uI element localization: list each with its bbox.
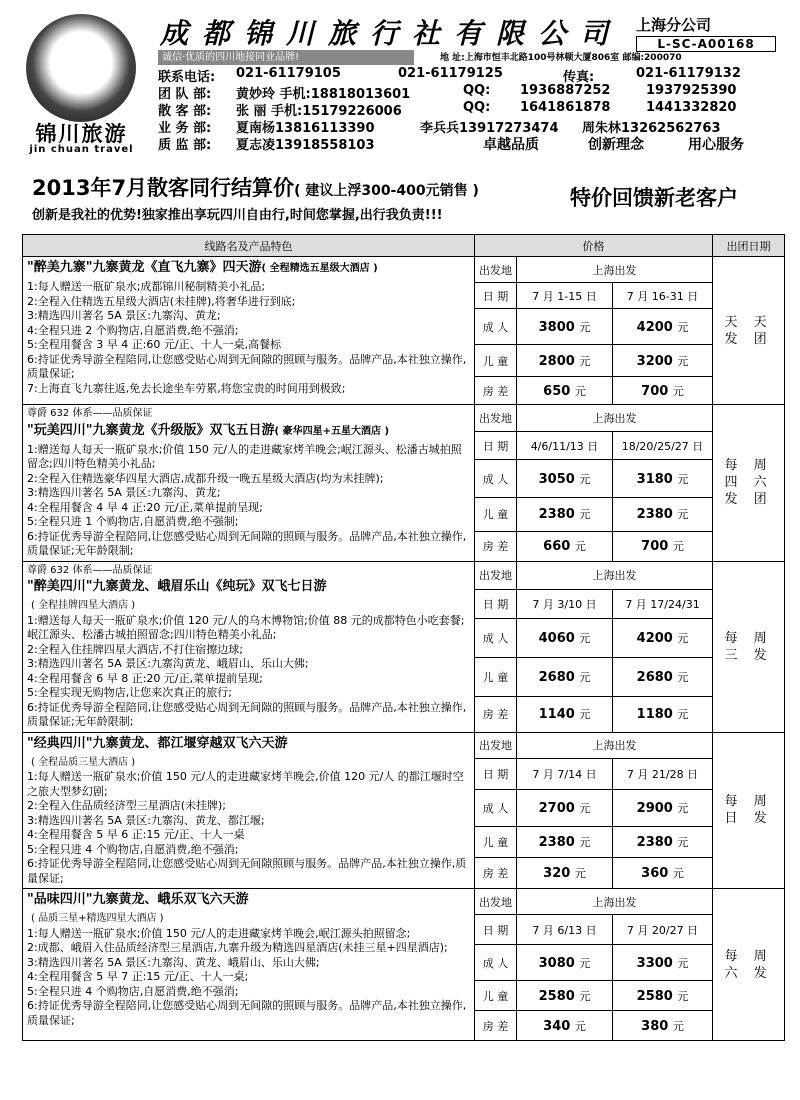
price-unit: 元	[579, 836, 591, 850]
header-price: 价格	[475, 235, 713, 257]
feature-line: 2:全程入住品质经济型三星酒店(未挂牌);	[27, 799, 226, 812]
label-room: 房 差	[475, 1011, 517, 1041]
date-2: 18/20/25/27 日	[613, 432, 713, 459]
tour-name	[27, 891, 470, 910]
contact-person: 夏南杨13816113390	[236, 121, 375, 136]
contact-label: 散 客 部:	[158, 104, 212, 119]
child-price-2	[613, 981, 713, 1011]
price-unit: 元	[672, 540, 684, 554]
tour-info	[23, 257, 475, 405]
adult-price-1	[517, 945, 613, 981]
child-price-1	[517, 657, 613, 696]
date-1: 7 月 1-15 日	[517, 283, 613, 309]
date-2: 7 月 21/28 日	[613, 759, 713, 790]
price-unit: 元	[677, 472, 689, 486]
feature-line: 2:全程入住精选五星级大酒店(未挂牌),将奢华进行到底;	[27, 294, 296, 308]
room-price-2	[613, 1011, 713, 1041]
logo	[14, 14, 144, 154]
tour-name-text: "玩美四川"九寨黄龙《升级版》双飞五日游	[27, 422, 275, 438]
price-unit: 元	[677, 508, 689, 522]
title-note: ( 建议上浮300-400元销售 )	[294, 183, 479, 199]
price-value: 2380	[538, 507, 575, 523]
contact-row	[158, 134, 783, 151]
price-unit: 元	[579, 631, 591, 645]
child-price-2	[613, 345, 713, 377]
tour-hotel: ( 全程挂牌四星大酒店 )	[31, 600, 136, 611]
tour-row	[23, 732, 785, 759]
contact-person: 张 丽 手机:15179226006	[236, 104, 402, 119]
price-unit: 元	[579, 989, 591, 1003]
price-value: 700	[641, 539, 669, 555]
feature-line: 5:全程只进 1 个购物店,自愿消费,绝不强制;	[27, 515, 239, 528]
price-value: 700	[641, 383, 669, 399]
label-date: 日 期	[475, 432, 517, 459]
child-price-1	[517, 498, 613, 532]
schedule-line: 日 发	[724, 811, 773, 827]
price-unit: 元	[574, 384, 586, 398]
room-price-1	[517, 1011, 613, 1041]
price-value: 3800	[538, 319, 575, 335]
tour-features	[27, 280, 470, 396]
feature-line: 7:上海直飞九寨往返,免去长途坐车劳累,将您宝贵的时间用到极致;	[27, 381, 346, 395]
price-value: 650	[543, 383, 571, 399]
date-2: 7 月 16-31 日	[613, 283, 713, 309]
tour-schedule	[713, 889, 785, 1041]
schedule-line: 每 周	[724, 948, 773, 964]
price-unit: 元	[677, 836, 689, 850]
price-unit: 元	[677, 354, 689, 368]
price-value: 2580	[538, 988, 575, 1004]
date-1: 7 月 6/13 日	[517, 915, 613, 945]
header-schedule: 出团日期	[713, 235, 785, 257]
slogan-bar: 诚信·优质的四川地接同业品牌!	[158, 50, 414, 65]
label-date: 日 期	[475, 283, 517, 309]
contact-label: 联系电话:	[158, 70, 216, 85]
label-depart: 出发地	[475, 257, 517, 283]
adult-price-2	[613, 459, 713, 497]
tour-info	[23, 405, 475, 562]
contact-phone: 021-61179105	[236, 66, 341, 81]
contact-qq: 1936887252	[520, 83, 611, 98]
contact-person: 周朱林13262562763	[582, 121, 721, 136]
tour-schedule	[713, 257, 785, 405]
feature-line: 4:全程用餐含 4 早 4 正:20 元/正,菜单提前呈现;	[27, 500, 263, 514]
price-unit: 元	[672, 867, 684, 881]
price-unit: 元	[579, 708, 591, 722]
child-price-1	[517, 827, 613, 858]
price-unit: 元	[677, 320, 689, 334]
label-date: 日 期	[475, 590, 517, 619]
label-child: 儿 童	[475, 827, 517, 858]
page-title	[32, 172, 479, 202]
company-name: 成都锦川旅行社有限公司	[160, 17, 623, 50]
contact-person: 李兵兵13917273474	[420, 121, 559, 136]
adult-price-1	[517, 309, 613, 345]
date-2: 7 月 17/24/31	[613, 590, 713, 619]
contact-person: 夏志凌13918558103	[236, 138, 375, 153]
contact-qq: 1641861878	[520, 100, 611, 115]
price-unit: 元	[672, 1019, 684, 1033]
child-price-2	[613, 657, 713, 696]
price-value: 3300	[636, 955, 673, 971]
tour-hotel: ( 全程品质三星大酒店 )	[31, 756, 136, 768]
feature-line: 3:精选四川著名 5A 景区:九寨沟、黄龙;	[27, 309, 221, 322]
price-unit: 元	[579, 320, 591, 334]
feature-line: 4:全程用餐含 5 早 7 正:15 元/正、十人一桌;	[27, 970, 249, 983]
date-1: 7 月 7/14 日	[517, 759, 613, 790]
price-unit: 元	[579, 956, 591, 970]
price-value: 2380	[636, 835, 673, 851]
license-number: L-SC-A00168	[636, 36, 776, 52]
subtitle: 创新是我社的优势!独家推出享玩四川自由行,时间您掌握,出行我负责!!!	[32, 208, 443, 223]
child-price-2	[613, 827, 713, 858]
tour-features	[27, 443, 470, 559]
tour-note: ( 全程精选五星级大酒店 )	[261, 263, 378, 274]
tour-name	[27, 422, 470, 441]
price-unit: 元	[677, 631, 689, 645]
tour-name	[27, 578, 470, 597]
label-room: 房 差	[475, 377, 517, 405]
table-header-row	[23, 235, 785, 257]
logo-text: 锦川旅游	[35, 121, 128, 146]
feature-line: 6:持证优秀导游全程陪同,让您感受贴心周到无间隙的照顾与服务。品牌产品,本社独立操作,质量保证;	[27, 352, 467, 380]
price-value: 3080	[538, 955, 575, 971]
contact-label: 传真:	[563, 70, 595, 85]
schedule-line: 天 天	[724, 314, 773, 330]
feature-line: 6:持证优秀导游全程陪同,让您感受贴心周到无间隙的照顾与服务。品牌产品,本社独立操作,质量保证;无年龄限制;	[27, 529, 467, 557]
schedule-line: 发 团	[724, 492, 773, 508]
header-route: 线路名及产品特色	[23, 235, 475, 257]
room-price-1	[517, 858, 613, 889]
feature-line: 2:成都、峨眉入住品质经济型三星酒店,九寨升级为精选四星酒店(未挂三星+四星酒店);	[27, 941, 448, 954]
label-child: 儿 童	[475, 657, 517, 696]
tour-features	[27, 927, 470, 1029]
depart-city: 上海出发	[517, 889, 713, 915]
tour-schedule	[713, 732, 785, 889]
adult-price-2	[613, 790, 713, 827]
child-price-2	[613, 498, 713, 532]
label-depart: 出发地	[475, 405, 517, 432]
tour-row	[23, 257, 785, 283]
label-room: 房 差	[475, 531, 517, 561]
price-value: 2580	[636, 988, 673, 1004]
promo-text: 特价回馈新老客户	[570, 186, 738, 210]
depart-city: 上海出发	[517, 561, 713, 590]
price-unit: 元	[579, 671, 591, 685]
tour-info	[23, 889, 475, 1041]
tour-name-text: "醉美四川"九寨黄龙、峨眉乐山《纯玩》双飞七日游	[27, 579, 327, 594]
tour-hotel: ( 品质三星+精选四星大酒店 )	[31, 913, 164, 924]
contact-label: 业 务 部:	[158, 121, 212, 136]
tour-schedule	[713, 405, 785, 562]
price-value: 360	[641, 866, 669, 882]
tour-schedule	[713, 561, 785, 732]
label-date: 日 期	[475, 915, 517, 945]
feature-line: 4:全程用餐含 5 早 6 正:15 元/正、十人一桌	[27, 828, 245, 841]
feature-line: 1:每人赠送一瓶矿泉水;价值 150 元/人的走进藏家烤羊晚会,岷江源头拍照留念;	[27, 926, 411, 940]
depart-city: 上海出发	[517, 257, 713, 283]
label-adult: 成 人	[475, 790, 517, 827]
panda-logo-icon	[26, 14, 136, 122]
feature-line: 1:每人赠送一瓶矿泉水;价值 150 元/人的走进藏家烤羊晚会,价值 120 元/人 的都江堰时空之旅大型梦幻剧;	[27, 770, 464, 798]
price-value: 2380	[636, 507, 673, 523]
price-value: 2680	[538, 670, 575, 686]
title-main: 2013年7月散客同行结算价	[32, 176, 295, 200]
contact-label: 团 队 部:	[158, 87, 212, 102]
depart-city: 上海出发	[517, 405, 713, 432]
feature-line: 6:持证优秀导游全程陪同,让您感受贴心周到无间隙照顾与服务。品牌产品,本社独立操作,质量保证;	[27, 857, 467, 885]
schedule-line: 每 周	[724, 630, 773, 646]
child-price-1	[517, 981, 613, 1011]
contact-label: QQ:	[463, 100, 491, 115]
label-room: 房 差	[475, 697, 517, 732]
room-price-1	[517, 697, 613, 732]
date-2: 7 月 20/27 日	[613, 915, 713, 945]
price-unit: 元	[579, 802, 591, 816]
price-value: 660	[543, 539, 571, 555]
price-value: 4200	[636, 319, 673, 335]
room-price-1	[517, 377, 613, 405]
tour-name-text: "经典四川"九寨黄龙、都江堰穿越双飞六天游	[27, 735, 288, 751]
contact-row	[158, 100, 783, 117]
tour-name-text: "醉美九寨"九寨黄龙《直飞九寨》四天游	[27, 260, 262, 275]
price-value: 2900	[636, 801, 673, 817]
contact-row	[158, 117, 783, 134]
tour-price-table	[22, 234, 785, 1041]
feature-line: 3:精选四川著名 5A 景区:九寨沟、黄龙、峨眉山、乐山大佛;	[27, 955, 320, 969]
price-value: 2800	[538, 353, 575, 369]
feature-line: 5:全程用餐含 3 早 4 正:60 元/正、十人一桌,高餐标	[27, 338, 282, 351]
label-depart: 出发地	[475, 732, 517, 759]
label-child: 儿 童	[475, 981, 517, 1011]
label-date: 日 期	[475, 759, 517, 790]
room-price-2	[613, 531, 713, 561]
feature-line: 1:每人赠送一瓶矿泉水;成都锦川秘制精美小礼品;	[27, 280, 266, 293]
contact-row	[158, 66, 783, 83]
tour-row	[23, 561, 785, 590]
tour-features	[27, 614, 470, 730]
schedule-line: 四 六	[724, 475, 773, 491]
label-child: 儿 童	[475, 345, 517, 377]
adult-price-1	[517, 459, 613, 497]
price-unit: 元	[574, 540, 586, 554]
contact-qq: 1937925390	[646, 83, 737, 98]
price-unit: 元	[574, 867, 586, 881]
price-value: 2680	[636, 670, 673, 686]
feature-line: 4:全程只进 2 个购物店,自愿消费,绝不强消;	[27, 323, 239, 337]
price-value: 340	[543, 1018, 571, 1034]
contact-row	[158, 83, 783, 100]
feature-line: 1:赠送每人每天一瓶矿泉水;价值 120 元/人的乌木博物馆;价值 88 元的成都特色小吃套餐;岷江源头、松潘古城拍照留念;四川特色精美小礼品;	[27, 613, 465, 641]
child-price-1	[517, 345, 613, 377]
price-value: 3050	[538, 471, 575, 487]
feature-line: 2:全程入住挂牌四星大酒店,不打住宿擦边球;	[27, 642, 243, 656]
label-child: 儿 童	[475, 498, 517, 532]
contact-rows	[158, 66, 783, 151]
label-depart: 出发地	[475, 561, 517, 590]
schedule-line: 六 发	[724, 965, 773, 981]
feature-line: 3:精选四川著名 5A 景区:九寨沟、黄龙、都江堰;	[27, 813, 265, 827]
room-price-1	[517, 531, 613, 561]
feature-line: 5:全程只进 4 个购物店,自愿消费,绝不强消;	[27, 842, 239, 856]
tour-name	[27, 259, 470, 278]
contact-label: QQ:	[463, 83, 491, 98]
tour-pre: 尊爵 632 体系——品质保证	[27, 564, 153, 576]
contact-phone: 021-61179125	[398, 66, 503, 81]
price-unit: 元	[574, 1019, 586, 1033]
motto: 创新理念	[588, 137, 644, 153]
price-unit: 元	[677, 708, 689, 722]
room-price-2	[613, 377, 713, 405]
contact-label: 质 监 部:	[158, 138, 212, 153]
schedule-line: 每 周	[724, 458, 773, 474]
label-depart: 出发地	[475, 889, 517, 915]
adult-price-1	[517, 790, 613, 827]
feature-line: 3:精选四川著名 5A 景区:九寨沟黄龙、峨眉山、乐山大佛;	[27, 657, 309, 670]
price-value: 2380	[538, 835, 575, 851]
logo-subtext: jin chuan travel	[29, 144, 134, 155]
depart-city: 上海出发	[517, 732, 713, 759]
feature-line: 4:全程用餐含 6 早 8 正:20 元/正,菜单提前呈现;	[27, 671, 263, 685]
schedule-line: 三 发	[724, 647, 773, 663]
schedule-line: 发 团	[724, 331, 773, 347]
label-adult: 成 人	[475, 945, 517, 981]
tour-note: ( 豪华四星+五星大酒店 )	[274, 425, 390, 437]
room-price-2	[613, 858, 713, 889]
date-1: 7 月 3/10 日	[517, 590, 613, 619]
tour-name	[27, 735, 470, 754]
feature-line: 3:精选四川著名 5A 景区:九寨沟、黄龙;	[27, 486, 221, 499]
tour-name-text: "品味四川"九寨黄龙、峨乐双飞六天游	[27, 892, 249, 907]
price-value: 320	[543, 866, 571, 882]
branch-name: 上海分公司	[636, 16, 712, 34]
contact-person: 黄妙玲 手机:18818013601	[236, 87, 411, 102]
price-unit: 元	[677, 956, 689, 970]
price-unit: 元	[672, 384, 684, 398]
price-unit: 元	[677, 989, 689, 1003]
price-value: 3200	[636, 353, 673, 369]
adult-price-2	[613, 309, 713, 345]
schedule-line: 每 周	[724, 794, 773, 810]
adult-price-1	[517, 618, 613, 657]
tour-row	[23, 889, 785, 915]
price-value: 1140	[538, 707, 575, 723]
address: 地 址:上海市恒丰北路100号林顿大厦806室 邮编:200070	[440, 53, 682, 63]
price-value: 4060	[538, 630, 575, 646]
price-value: 3180	[636, 471, 673, 487]
header	[0, 0, 800, 158]
label-adult: 成 人	[475, 618, 517, 657]
price-unit: 元	[579, 508, 591, 522]
price-unit: 元	[677, 802, 689, 816]
adult-price-2	[613, 945, 713, 981]
motto: 用心服务	[688, 137, 744, 153]
price-unit: 元	[579, 472, 591, 486]
price-unit: 元	[579, 354, 591, 368]
feature-line: 6:持证优秀导游全程陪同,让您感受贴心周到无间隙的照顾与服务。品牌产品,本社独立操作,质量保证;	[27, 999, 467, 1027]
price-value: 1180	[636, 707, 673, 723]
room-price-2	[613, 697, 713, 732]
date-1: 4/6/11/13 日	[517, 432, 613, 459]
price-value: 4200	[636, 630, 673, 646]
price-unit: 元	[677, 671, 689, 685]
price-value: 2700	[538, 801, 575, 817]
tour-info	[23, 561, 475, 732]
motto: 卓越品质	[483, 137, 539, 153]
price-value: 380	[641, 1018, 669, 1034]
label-adult: 成 人	[475, 459, 517, 497]
feature-line: 1:赠送每人每天一瓶矿泉水;价值 150 元/人的走进藏家烤羊晚会;岷江源头、松潘古城拍照留念;四川特色精美小礼品;	[27, 442, 462, 470]
tour-info	[23, 732, 475, 889]
feature-line: 5:全程实现无购物店,让您来次真正的旅行;	[27, 686, 232, 699]
contact-phone: 021-61179132	[636, 66, 741, 81]
tour-row	[23, 405, 785, 432]
tour-pre: 尊爵 632 体系——品质保证	[27, 408, 153, 419]
label-adult: 成 人	[475, 309, 517, 345]
feature-line: 6:持证优秀导游全程陪同,让您感受贴心周到无间隙的照顾与服务。品牌产品,本社独立操作,质量保证;无年龄限制;	[27, 700, 467, 728]
tour-features	[27, 770, 470, 886]
adult-price-2	[613, 618, 713, 657]
label-room: 房 差	[475, 858, 517, 889]
contact-qq: 1441332820	[646, 100, 737, 115]
feature-line: 5:全程只进 4 个购物店,自愿消费,绝不强消;	[27, 984, 239, 998]
feature-line: 2:全程入住精选豪华四星大酒店,成都升级一晚五星级大酒店(均为未挂牌);	[27, 471, 384, 485]
